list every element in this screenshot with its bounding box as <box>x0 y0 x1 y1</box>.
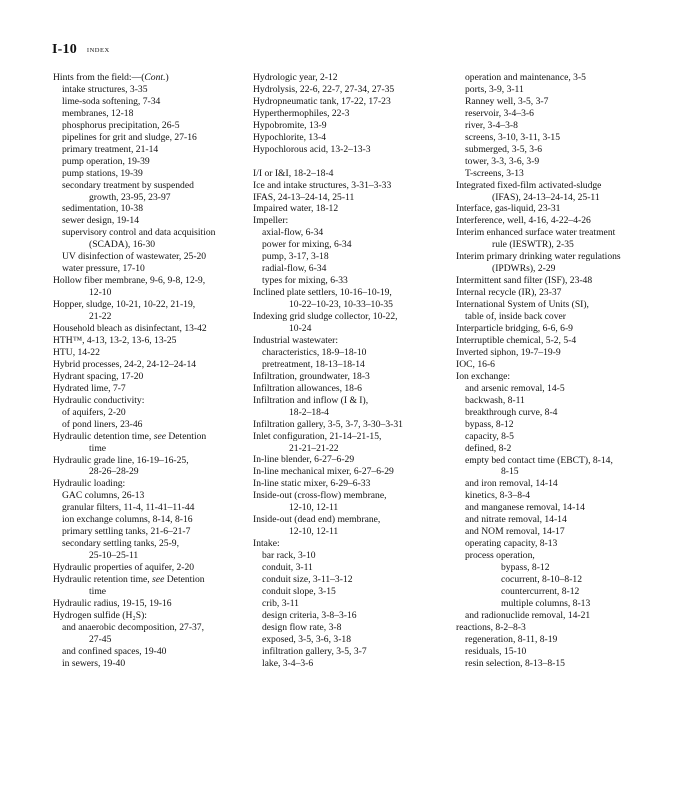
index-entry: Hydrologic year, 2-12 <box>253 72 338 83</box>
index-entry: Ranney well, 3-5, 3-7 <box>465 95 549 107</box>
index-entry: 12-10 <box>89 287 112 299</box>
index-entry: Interruptible chemical, 5-2, 5-4 <box>456 334 577 346</box>
index-entry: T-screens, 3-13 <box>465 167 524 179</box>
index-entry: HTH™, 4-13, 13-2, 13-6, 13-25 <box>53 334 177 346</box>
index-entry: Hollow fiber membrane, 9-6, 9-8, 12-9, <box>53 275 206 287</box>
index-entry: Infiltration, groundwater, 18-3 <box>253 370 370 382</box>
index-entry: Hyperthermophiles, 22-3 <box>253 107 350 119</box>
index-entry: residuals, 15-10 <box>465 645 527 657</box>
index-entry: conduit size, 3-11–3-12 <box>262 574 353 586</box>
index-entry: in sewers, 19-40 <box>62 657 126 669</box>
index-entry: International System of Units (SI), <box>456 299 589 311</box>
index-entry: secondary settling tanks, 25-9, <box>62 538 179 550</box>
index-entry: Interface, gas-liquid, 23-31 <box>456 203 561 215</box>
index-entry: Hydropneumatic tank, 17-22, 17-23 <box>253 95 391 107</box>
index-entry: Hydraulic conductivity: <box>53 394 145 406</box>
index-entry: primary settling tanks, 21-6–21-7 <box>62 526 191 538</box>
index-column-1 <box>53 72 243 670</box>
index-entry: pump stations, 19-39 <box>62 167 143 179</box>
index-entry: water pressure, 17-10 <box>62 263 145 275</box>
index-entry: backwash, 8-11 <box>465 394 525 406</box>
index-entry: Infiltration allowances, 18-6 <box>253 382 362 394</box>
index-entry: countercurrent, 8-12 <box>501 585 580 597</box>
index-entry: capacity, 8-5 <box>465 430 514 442</box>
index-entry: Hydrant spacing, 17-20 <box>53 370 144 382</box>
index-entry: primary treatment, 21-14 <box>62 143 159 155</box>
index-entry: breakthrough curve, 8-4 <box>465 406 558 418</box>
index-entry: Hydraulic grade line, 16-19–16-25, <box>53 454 189 466</box>
index-entry: (IFAS), 24-13–24-14, 25-11 <box>492 191 600 203</box>
index-entry: IFAS, 24-13–24-14, 25-11 <box>253 191 355 203</box>
index-entry: river, 3-4–3-8 <box>465 119 518 131</box>
index-entry: GAC columns, 26-13 <box>62 490 145 502</box>
index-entry: crib, 3-11 <box>262 597 299 609</box>
index-entry: lake, 3-4–3-6 <box>262 657 314 669</box>
index-entry: Inverted siphon, 19-7–19-9 <box>456 346 561 358</box>
index-entry: growth, 23-95, 23-97 <box>89 191 171 203</box>
index-entry: conduit, 3-11 <box>262 562 313 574</box>
index-entry: process operation, <box>465 550 535 562</box>
index-entry: Hypochlorite, 13-4 <box>253 131 327 143</box>
index-entry: types for mixing, 6-33 <box>262 275 348 287</box>
index-entry: Hydrated lime, 7-7 <box>53 382 126 394</box>
page-number: I-10 <box>52 42 77 57</box>
index-entry: Hydraulic detention time, see Detention <box>53 430 207 442</box>
index-entry: In-line static mixer, 6-29–6-33 <box>253 478 371 490</box>
index-entry: resin selection, 8-13–8-15 <box>465 657 565 669</box>
index-entry: HTU, 14-22 <box>53 346 100 358</box>
index-column-2 <box>253 72 459 670</box>
index-entry: and NOM removal, 14-17 <box>465 526 565 538</box>
index-entry: screens, 3-10, 3-11, 3-15 <box>465 131 561 143</box>
index-entry: and confined spaces, 19-40 <box>62 645 167 657</box>
index-entry: bar rack, 3-10 <box>262 550 316 562</box>
index-entry: Hydraulic radius, 19-15, 19-16 <box>53 597 172 609</box>
index-entry: phosphorus precipitation, 26-5 <box>62 119 180 131</box>
index-entry: Indexing grid sludge collector, 10-22, <box>253 311 398 323</box>
index-entry: 25-10–25-11 <box>89 550 139 562</box>
index-entry: Hypochlorous acid, 13-2–13-3 <box>253 143 371 155</box>
entry-gap <box>253 156 459 168</box>
index-entry: Inside-out (dead end) membrane, <box>253 514 381 526</box>
index-entry: Hints from the field:—(Cont.) <box>53 72 169 83</box>
index-entry: infiltration gallery, 3-5, 3-7 <box>262 645 367 657</box>
page-header <box>52 40 110 58</box>
index-entry: secondary treatment by suspended <box>62 179 194 191</box>
index-entry: 8-15 <box>501 466 519 478</box>
index-entry: granular filters, 11-4, 11-41–11-44 <box>62 502 195 514</box>
index-entry: of pond liners, 23-46 <box>62 418 143 430</box>
index-entry: pump, 3-17, 3-18 <box>262 251 329 263</box>
index-entry: Intake: <box>253 538 280 550</box>
index-entry: Internal recycle (IR), 23-37 <box>456 287 562 299</box>
index-entry: submerged, 3-5, 3-6 <box>465 143 543 155</box>
index-entry: and iron removal, 14-14 <box>465 478 558 490</box>
index-entry: Inclined plate settlers, 10-16–10-19, <box>253 287 392 299</box>
index-entry: 21-22 <box>89 311 112 323</box>
index-entry: Interim primary drinking water regulations <box>456 251 621 263</box>
index-entry: 12-10, 12-11 <box>289 502 339 514</box>
index-entry: Hydraulic loading: <box>53 478 126 490</box>
index-entry: In-line mechanical mixer, 6-27–6-29 <box>253 466 394 478</box>
index-entry: UV disinfection of wastewater, 25-20 <box>62 251 207 263</box>
index-entry: and arsenic removal, 14-5 <box>465 382 565 394</box>
index-entry: Infiltration and inflow (I & I), <box>253 394 369 406</box>
index-entry: 10-22–10-23, 10-33–10-35 <box>289 299 393 311</box>
index-entry: cocurrent, 8-10–8-12 <box>501 574 582 586</box>
index-entry: Hopper, sludge, 10-21, 10-22, 21-19, <box>53 299 196 311</box>
index-entry: Infiltration gallery, 3-5, 3-7, 3-30–3-31 <box>253 418 403 430</box>
index-entry: Inside-out (cross-flow) membrane, <box>253 490 387 502</box>
index-entry: sedimentation, 10-38 <box>62 203 143 215</box>
index-entry: Integrated fixed-film activated-sludge <box>456 179 602 191</box>
index-entry: (SCADA), 16-30 <box>89 239 156 251</box>
index-entry: tower, 3-3, 3-6, 3-9 <box>465 155 540 167</box>
index-entry: sewer design, 19-14 <box>62 215 139 227</box>
index-entry: time <box>89 585 107 597</box>
index-entry: radial-flow, 6-34 <box>262 263 327 275</box>
index-entry: and nitrate removal, 14-14 <box>465 514 567 526</box>
index-entry: reservoir, 3-4–3-6 <box>465 107 534 119</box>
index-entry: 10-24 <box>289 323 312 334</box>
index-entry: 28-26–28-29 <box>89 466 139 478</box>
index-entry: Hydrogen sulfide (H₂S): <box>53 609 147 621</box>
index-entry: ion exchange columns, 8-14, 8-16 <box>62 514 193 526</box>
index-column-3 <box>456 72 666 670</box>
index-entry: I/I or I&I, 18-2–18-4 <box>253 167 334 179</box>
index-entry: (IPDWRs), 2-29 <box>492 263 556 275</box>
index-entry: reactions, 8-2–8-3 <box>456 621 526 633</box>
index-entry: pretreatment, 18-13–18-14 <box>262 358 365 370</box>
index-entry: and manganese removal, 14-14 <box>465 502 585 514</box>
index-entry: table of, inside back cover <box>465 311 566 323</box>
index-entry: power for mixing, 6-34 <box>262 239 352 251</box>
index-entry: Intermittent sand filter (ISF), 23-48 <box>456 275 593 287</box>
index-entry: exposed, 3-5, 3-6, 3-18 <box>262 633 351 645</box>
index-entry: Hydraulic retention time, see Detention <box>53 574 205 586</box>
index-entry: operating capacity, 8-13 <box>465 538 558 550</box>
index-entry: Ice and intake structures, 3-31–3-33 <box>253 179 392 191</box>
index-entry: regeneration, 8-11, 8-19 <box>465 633 558 645</box>
index-entry: pump operation, 19-39 <box>62 155 150 167</box>
index-entry: time <box>89 442 107 454</box>
index-entry: Interference, well, 4-16, 4-22–4-26 <box>456 215 591 227</box>
running-head: INDEX <box>86 47 110 54</box>
index-entry: kinetics, 8-3–8-4 <box>465 490 531 502</box>
index-entry: Impeller: <box>253 215 289 227</box>
index-entry: characteristics, 18-9–18-10 <box>262 346 367 358</box>
index-entry: lime-soda softening, 7-34 <box>62 95 161 107</box>
index-entry: Ion exchange: <box>456 370 511 382</box>
index-entry: conduit slope, 3-15 <box>262 585 336 597</box>
index-entry: Interim enhanced surface water treatment <box>456 227 616 239</box>
index-entry: membranes, 12-18 <box>62 107 134 119</box>
index-entry: ports, 3-9, 3-11 <box>465 83 524 95</box>
index-entry: 27-45 <box>89 633 112 645</box>
index-entry: Hypobromite, 13-9 <box>253 119 327 131</box>
index-entry: Household bleach as disinfectant, 13-42 <box>53 323 207 335</box>
index-entry: Inlet configuration, 21-14–21-15, <box>253 430 382 442</box>
index-entry: Interparticle bridging, 6-6, 6-9 <box>456 323 573 335</box>
index-entry: axial-flow, 6-34 <box>262 227 324 239</box>
index-entry: Industrial wastewater: <box>253 334 338 346</box>
index-entry: multiple columns, 8-13 <box>501 597 591 609</box>
index-entry: operation and maintenance, 3-5 <box>465 72 586 83</box>
index-entry: 18-2–18-4 <box>289 406 329 418</box>
index-entry: 12-10, 12-11 <box>289 526 339 538</box>
index-entry: IOC, 16-6 <box>456 358 495 370</box>
index-entry: supervisory control and data acquisition <box>62 227 216 239</box>
index-entry: empty bed contact time (EBCT), 8-14, <box>465 454 613 466</box>
index-entry: rule (IESWTR), 2-35 <box>492 239 574 251</box>
index-entry: and anaerobic decomposition, 27-37, <box>62 621 204 633</box>
index-entry: design criteria, 3-8–3-16 <box>262 609 357 621</box>
index-entry: Hydraulic properties of aquifer, 2-20 <box>53 562 195 574</box>
index-entry: defined, 8-2 <box>465 442 512 454</box>
index-entry: intake structures, 3-35 <box>62 83 148 95</box>
index-entry: Impaired water, 18-12 <box>253 203 339 215</box>
index-entry: and radionuclide removal, 14-21 <box>465 609 591 621</box>
index-entry: of aquifers, 2-20 <box>62 406 126 418</box>
index-entry: design flow rate, 3-8 <box>262 621 342 633</box>
index-entry: Hybrid processes, 24-2, 24-12–24-14 <box>53 358 197 370</box>
index-entry: 21-21–21-22 <box>289 442 339 454</box>
index-entry: bypass, 8-12 <box>465 418 514 430</box>
index-entry: pipelines for grit and sludge, 27-16 <box>62 131 197 143</box>
index-entry: Hydrolysis, 22-6, 22-7, 27-34, 27-35 <box>253 83 395 95</box>
index-entry: In-line blender, 6-27–6-29 <box>253 454 355 466</box>
index-entry: bypass, 8-12 <box>501 562 550 574</box>
